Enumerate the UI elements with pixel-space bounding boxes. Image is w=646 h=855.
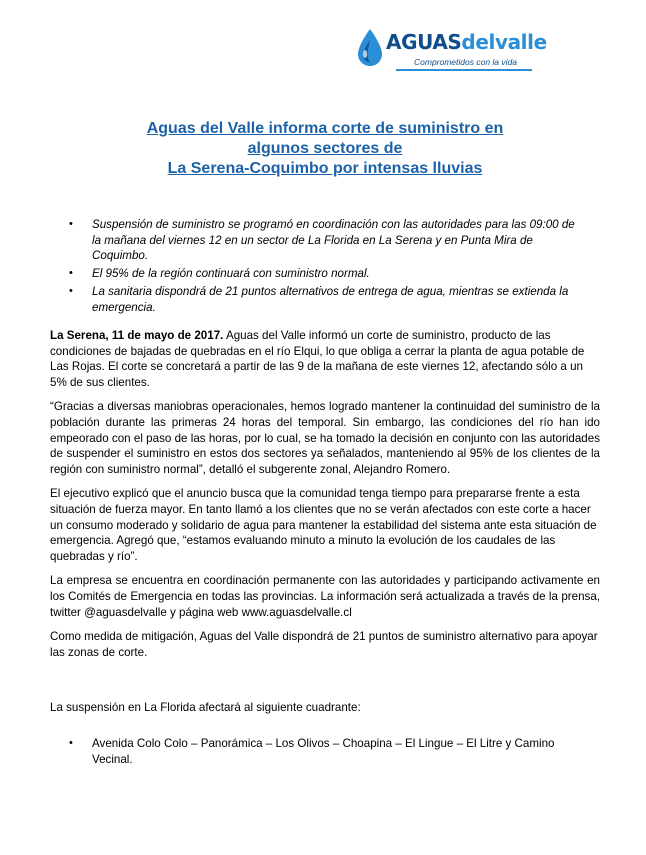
article-body: [50, 328, 600, 716]
title-line-3: La Serena-Coquimbo por intensas lluvias: [167, 160, 483, 177]
bullet-icon: •: [69, 737, 73, 749]
bullet-text: Suspensión de suministro se programó en coordinación con las autoridades para las 09:00 de la mañana del viernes 12 en un sector de La Florida en La Serena y en Punta Mira de Coquimbo.: [92, 218, 575, 262]
list-item: [60, 736, 580, 767]
list-item: [60, 217, 580, 264]
press-release-title: [60, 119, 590, 179]
affected-area-text: Avenida Colo Colo – Panorámica – Los Olivos – Choapina – El Lingue – El Litre y Camino Vecinal.: [92, 737, 555, 766]
paragraph-1-text: Aguas del Valle informó un corte de suministro, producto de las condiciones de bajadas de quebradas en el río Elqui, lo que obliga a cerrar la planta de agua potable de Las Rojas. El corte se concretará a partir de las 9 de la mañana de este viernes 12, afectando sólo a un 5% de sus clientes.: [50, 329, 585, 389]
bullet-text: La sanitaria dispondrá de 21 puntos alternativos de entrega de agua, mientras se extienda la emergencia.: [92, 285, 569, 314]
bullet-icon: •: [69, 267, 73, 279]
dateline: La Serena, 11 de mayo de 2017.: [50, 329, 224, 342]
list-item: [60, 284, 580, 315]
company-logo: [356, 28, 546, 72]
logo-underline: [396, 69, 532, 71]
paragraph-2: “Gracias a diversas maniobras operacionales, hemos logrado mantener la continuidad del suministro de la población durante las primeras 24 horas del temporal. Sin embargo, las condiciones del río han ido empeorado con el paso de las horas, por lo cual, se ha tomado la decisión en conjunto con las autoridades de suspender el suministro en estos dos sectores ya señalados, manteniendo al 95% de los clientes de la región con suministro normal”, detalló el subgerente zonal, Alejandro Romero.: [50, 400, 600, 476]
water-drop-icon: [356, 28, 384, 68]
brand-tagline: Comprometidos con la vida: [414, 57, 517, 67]
paragraph-1: [50, 328, 600, 390]
summary-bullet-list: [60, 217, 580, 318]
bullet-icon: •: [69, 218, 73, 230]
paragraph-3: El ejecutivo explicó que el anuncio busca que la comunidad tenga tiempo para prepararse frente a esta situación de fuerza mayor. En tanto llamó a los clientes que no se verán afectados con este corte a hacer un consumo moderado y solidario de agua para mantener la estabilidad del sistema ante esta situación de emergencia. Agregó que, “estamos evaluando minuto a minuto la evolución de los caudales de las quebradas y río”.: [50, 487, 597, 563]
paragraph-5: Como medida de mitigación, Aguas del Valle dispondrá de 21 puntos de suministro alternativo para apoyar las zonas de corte.: [50, 630, 598, 659]
brand-name-part2: delvalle: [461, 30, 547, 54]
brand-name-part1: AGUAS: [386, 30, 462, 54]
paragraph-6: La suspensión en La Florida afectará al siguiente cuadrante:: [50, 701, 361, 715]
title-line-1: Aguas del Valle informa corte de suministro en: [146, 120, 504, 137]
brand-name: [386, 30, 547, 54]
title-line-2: algunos sectores de: [247, 140, 403, 157]
bullet-text: El 95% de la región continuará con suministro normal.: [92, 267, 370, 280]
list-item: [60, 266, 580, 282]
paragraph-4: La empresa se encuentra en coordinación permanente con las autoridades y participando activamente en los Comités de Emergencia en todas las provincias. La información será actualizada a través de la prensa, twitter @aguasdelvalle y página web www.aguasdelvalle.cl: [50, 574, 600, 619]
bullet-icon: •: [69, 285, 73, 297]
affected-areas-list: [60, 736, 580, 767]
